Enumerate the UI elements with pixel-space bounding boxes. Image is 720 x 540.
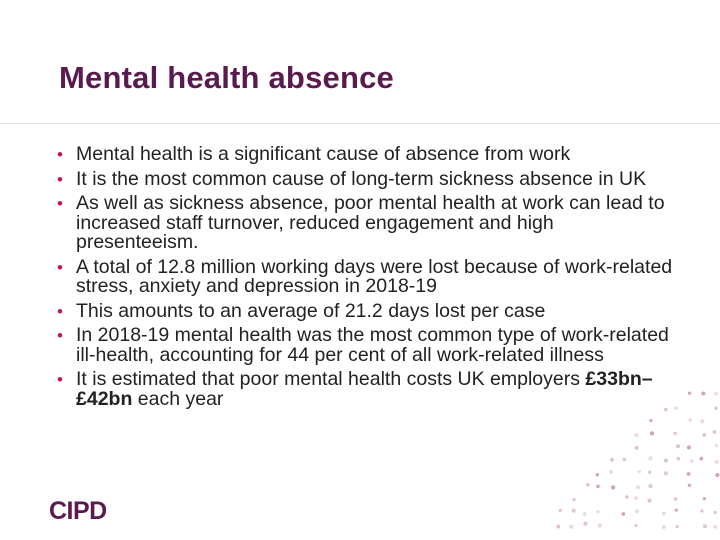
- decorative-dot: [649, 419, 652, 422]
- decorative-dot: [662, 525, 666, 529]
- bullet-text: It is the most common cause of long-term sickness absence in UK: [76, 167, 647, 190]
- decorative-dot: [572, 509, 576, 513]
- bullet-list: [56, 145, 676, 414]
- decorative-dot: [638, 470, 641, 473]
- decorative-dot: [583, 512, 587, 516]
- decorative-dot: [609, 470, 613, 474]
- bullet-item: [56, 370, 676, 409]
- bullet-item: [56, 194, 676, 253]
- decorative-dot: [675, 508, 678, 511]
- decorative-dot: [623, 458, 626, 461]
- decorative-dot: [688, 484, 691, 487]
- slide-title: Mental health absence: [59, 60, 394, 95]
- decorative-dot: [648, 456, 652, 460]
- decorative-dot: [621, 512, 625, 516]
- decorative-dot: [715, 444, 718, 447]
- decorative-dot: [596, 510, 599, 513]
- decorative-dot: [688, 418, 692, 422]
- decorative-dot: [715, 473, 719, 477]
- decorative-dot: [596, 485, 600, 489]
- bullet-item: [56, 326, 676, 365]
- bullet-icon: •: [57, 301, 63, 321]
- decorative-dot: [673, 432, 676, 435]
- decorative-dot: [713, 525, 717, 529]
- bullet-icon: •: [57, 326, 63, 345]
- bullet-icon: •: [57, 169, 63, 189]
- decorative-dot: [634, 524, 637, 527]
- title-divider: [0, 123, 720, 124]
- bullet-text-before: It is estimated that poor mental health costs UK employers: [76, 368, 586, 390]
- decorative-dot: [634, 433, 638, 437]
- bullet-text: Mental health is a significant cause of absence from work: [76, 143, 571, 165]
- decorative-dot: [611, 485, 615, 489]
- decorative-dot: [556, 525, 560, 529]
- decorative-dot: [700, 419, 704, 423]
- bullet-item: [56, 167, 676, 190]
- decorative-dot: [714, 511, 717, 514]
- decorative-dot: [650, 431, 654, 435]
- decorative-dot: [610, 458, 614, 462]
- bullet-icon: •: [57, 145, 63, 164]
- decorative-dot: [583, 522, 587, 526]
- bullet-icon: •: [57, 194, 63, 213]
- decorative-dot: [714, 407, 717, 410]
- decorative-dot: [648, 484, 652, 488]
- bullet-icon: •: [57, 257, 63, 277]
- bullet-item: [56, 145, 676, 165]
- bullet-text-after: each year: [132, 387, 224, 410]
- bullet-item: [56, 299, 676, 322]
- decorative-dot: [677, 457, 681, 461]
- decorative-dot: [700, 509, 703, 512]
- decorative-dot: [703, 497, 706, 500]
- bullet-item: [56, 255, 676, 297]
- decorative-dot: [569, 525, 573, 529]
- decorative-dot: [703, 524, 707, 528]
- decorative-dot: [647, 499, 651, 503]
- decorative-dot: [648, 471, 651, 474]
- bullet-icon: •: [57, 370, 63, 389]
- decorative-dot: [635, 446, 639, 450]
- decorative-dot: [687, 472, 691, 476]
- decorative-dot: [676, 444, 680, 448]
- decorative-dot: [715, 460, 719, 464]
- decorative-dot: [688, 391, 691, 394]
- bullet-text: As well as sickness absence, poor mental health at work can lead to increased staff turnover, reduced engagement and high presenteeism.: [76, 192, 665, 253]
- decorative-dot: [636, 485, 640, 489]
- decorative-dot: [662, 511, 666, 515]
- decorative-dot: [702, 433, 706, 437]
- decorative-dot: [712, 430, 716, 434]
- decorative-dot: [572, 498, 575, 501]
- decorative-dot: [676, 525, 679, 528]
- decorative-dot: [700, 457, 704, 461]
- decorative-dot: [635, 509, 639, 513]
- decorative-dot: [674, 497, 678, 501]
- decorative-dot: [687, 445, 691, 449]
- decorative-dot: [690, 459, 694, 463]
- decorative-dot: [586, 483, 590, 487]
- decorative-dot: [664, 471, 668, 475]
- decorative-dot: [596, 473, 599, 476]
- decorative-dot: [714, 392, 718, 396]
- bullet-text: This amounts to an average of 21.2 days lost per case: [76, 299, 546, 322]
- decorative-dot: [701, 392, 705, 396]
- decorative-dot: [558, 509, 561, 512]
- decorative-dot: [598, 523, 602, 527]
- bullet-text: In 2018-19 mental health was the most common type of work-related ill-health, accounting for 44 per cent of all work-related illness: [76, 324, 669, 366]
- cipd-logo: CIPD: [49, 497, 107, 525]
- bullet-text: A total of 12.8 million working days were lost because of work-related stress, anxiety and depression in 2018-19: [76, 255, 673, 297]
- cost-highlight: £33bn–£42bn: [76, 368, 653, 410]
- decorative-dot: [664, 458, 668, 462]
- decorative-dot: [625, 495, 629, 499]
- decorative-dot: [634, 496, 638, 500]
